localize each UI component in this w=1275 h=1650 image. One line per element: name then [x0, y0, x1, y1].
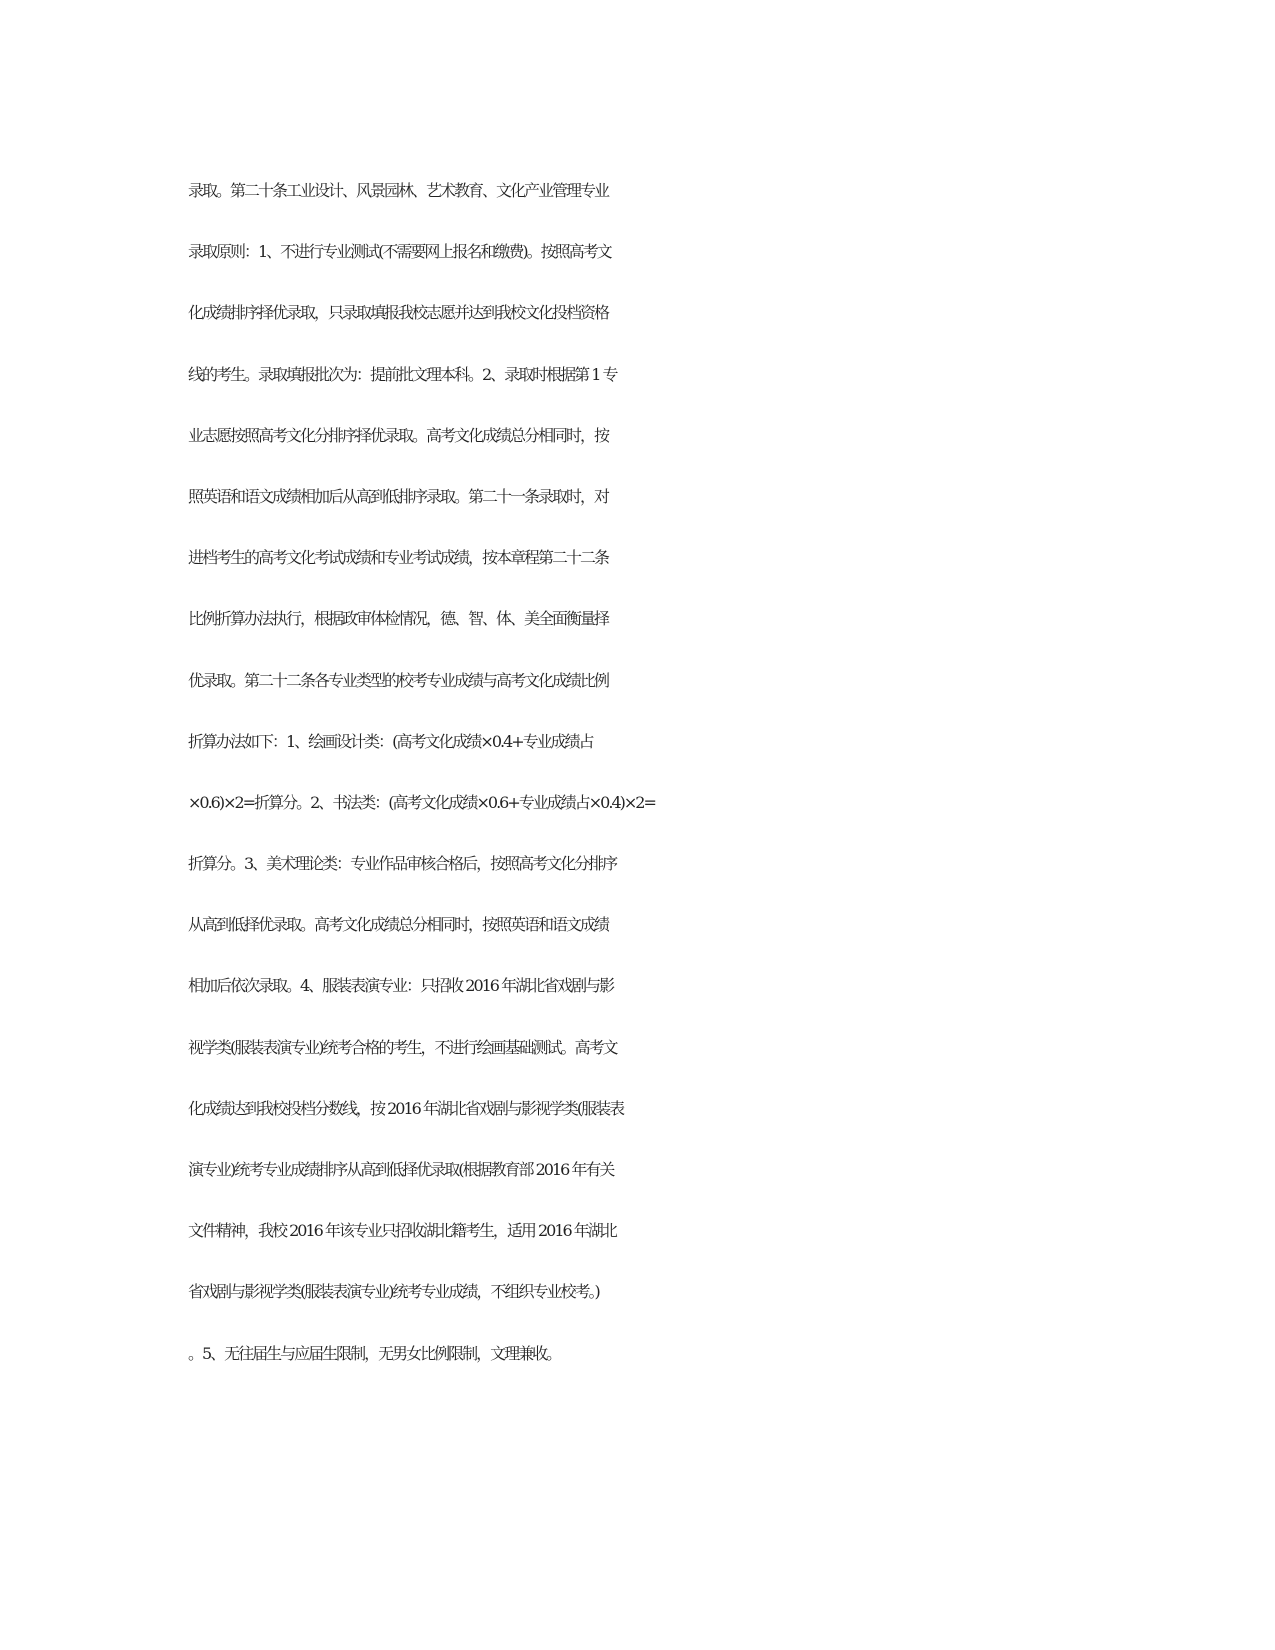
- text-line: 从高到低择优录取。高考文化成绩总分相同时，按照英语和语文成绩: [188, 915, 609, 935]
- text-line: 录取原则：1、不进行专业测试(不需要网上报名和缴费)。按照高考文: [188, 242, 611, 262]
- text-line: 进档考生的高考文化考试成绩和专业考试成绩，按本章程第二十二条: [188, 548, 609, 568]
- text-line: 线的考生。录取填报批次为：提前批文理本科。2、录取时根据第 1 专: [188, 364, 617, 384]
- text-line: 录取。第二十条工业设计、风景园林、艺术教育、文化产业管理专业: [188, 181, 609, 200]
- text-line: ×0.6)×2=折算分。2、书法类：(高考文化成绩×0.6+专业成绩占×0.4)×2=: [188, 792, 655, 812]
- text-line: 省戏剧与影视学类(服装表演专业)统考专业成绩，不组织专业校考。): [188, 1282, 599, 1302]
- text-line: 折算办法如下：1、绘画设计类：(高考文化成绩×0.4+专业成绩占: [188, 731, 593, 751]
- body-text: [188, 160, 1088, 1384]
- text-line: 。5、无往届生与应届生限制，无男女比例限制，文理兼收。: [188, 1343, 561, 1363]
- text-line: 业志愿按照高考文化分排序择优录取。高考文化成绩总分相同时，按: [188, 425, 609, 445]
- text-line: 照英语和语文成绩相加后从高到低排序录取。第二十一条录取时，对: [188, 486, 609, 506]
- text-line: 化成绩排序择优录取，只录取填报我校志愿并达到我校文化投档资格: [188, 303, 609, 323]
- text-line: 优录取。第二十二条各专业类型的校考专业成绩与高考文化成绩比例: [188, 670, 609, 690]
- text-line: 演专业)统考专业成绩排序从高到低择优录取(根据教育部 2016 年有关: [188, 1160, 614, 1179]
- text-line: 化成绩达到我校投档分数线，按 2016 年湖北省戏剧与影视学类(服装表: [188, 1098, 624, 1118]
- text-line: 相加后依次录取。4、服装表演专业：只招收 2016 年湖北省戏剧与影: [188, 976, 614, 996]
- text-line: 视学类(服装表演专业)统考合格的考生，不进行绘画基础测试。高考文: [188, 1037, 617, 1057]
- text-line: 比例折算办法执行，根据政审体检情况，德、智、体、美全面衡量择: [188, 609, 609, 629]
- text-line: 文件精神，我校 2016 年该专业只招收湖北籍考生，适用 2016 年湖北: [188, 1221, 616, 1241]
- text-line: 折算分。3、美术理论类：专业作品审核合格后，按照高考文化分排序: [188, 854, 617, 874]
